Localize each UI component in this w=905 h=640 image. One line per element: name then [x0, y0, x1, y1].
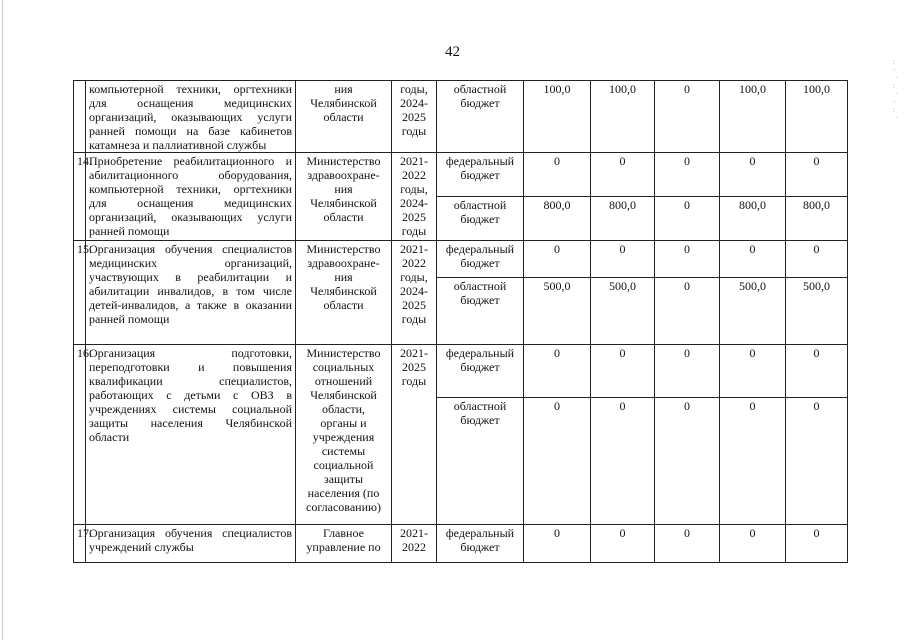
- value-cell: 0: [655, 525, 720, 563]
- row-number: [74, 81, 86, 153]
- term: 2021- 2022 годы, 2024- 2025 годы: [392, 153, 437, 241]
- program-table: [73, 80, 848, 563]
- value-cell: 500,0: [786, 278, 848, 345]
- value-cell: 100,0: [524, 81, 591, 153]
- scan-edge-line: [2, 0, 3, 640]
- row-number: 17.: [74, 525, 86, 563]
- value-cell: 0: [591, 398, 655, 525]
- term: 2021- 2022 годы, 2024- 2025 годы: [392, 241, 437, 345]
- table-row: [74, 345, 848, 398]
- value-cell: 0: [786, 153, 848, 197]
- value-cell: 100,0: [720, 81, 786, 153]
- measure-name: Организация подготовки, переподготовки и повышения квалификации специалистов, работающих с детьми с ОВЗ в учреждениях системы социальной защиты населения Челябинской области: [86, 345, 296, 525]
- value-cell: 0: [720, 153, 786, 197]
- value-cell: 0: [786, 398, 848, 525]
- executor: Министерство социальных отношений Челябинской области, органы и учреждения системы социальной защиты населения (по согласованию): [296, 345, 392, 525]
- value-cell: 0: [655, 153, 720, 197]
- value-cell: 0: [655, 278, 720, 345]
- executor: Главное управление по: [296, 525, 392, 563]
- term: годы, 2024- 2025 годы: [392, 81, 437, 153]
- value-cell: 0: [591, 345, 655, 398]
- value-cell: 500,0: [591, 278, 655, 345]
- value-cell: 0: [786, 345, 848, 398]
- scan-noise: : · · : · · : ·: [893, 58, 900, 122]
- row-number: 14.: [74, 153, 86, 241]
- table-row: [74, 525, 848, 563]
- table-row: [74, 153, 848, 197]
- table-row: [74, 81, 848, 153]
- funding-source: областной бюджет: [437, 197, 524, 241]
- funding-source: федеральный бюджет: [437, 153, 524, 197]
- value-cell: 0: [720, 241, 786, 278]
- funding-source: федеральный бюджет: [437, 345, 524, 398]
- funding-source: областной бюджет: [437, 278, 524, 345]
- value-cell: 800,0: [591, 197, 655, 241]
- measure-name: компьютерной техники, оргтехники для оснащения медицинских организаций, оказывающих услуги ранней помощи на базе кабинетов катамнеза и паллиативной службы: [86, 81, 296, 153]
- value-cell: 500,0: [720, 278, 786, 345]
- value-cell: 800,0: [720, 197, 786, 241]
- value-cell: 0: [524, 241, 591, 278]
- value-cell: 0: [524, 398, 591, 525]
- page-number: 42: [445, 44, 460, 60]
- value-cell: 0: [720, 398, 786, 525]
- term: 2021- 2025 годы: [392, 345, 437, 525]
- measure-name: Приобретение реабилитационного и абилитационного оборудования, компьютерной техники, оргтехники для оснащения медицинских организаций, оказывающих услуги ранней помощи: [86, 153, 296, 241]
- value-cell: 0: [591, 153, 655, 197]
- row-number: 15.: [74, 241, 86, 345]
- table-row: [74, 241, 848, 278]
- term: 2021- 2022: [392, 525, 437, 563]
- value-cell: 0: [786, 241, 848, 278]
- value-cell: 0: [655, 81, 720, 153]
- value-cell: 0: [655, 345, 720, 398]
- value-cell: 0: [655, 197, 720, 241]
- value-cell: 0: [591, 525, 655, 563]
- row-number: 16.: [74, 345, 86, 525]
- value-cell: 0: [786, 525, 848, 563]
- value-cell: 0: [524, 153, 591, 197]
- measure-name: Организация обучения специалистов медицинских организаций, участвующих в реабилитации и абилитации инвалидов, в том числе детей-инвалидов, а также в оказании ранней помощи: [86, 241, 296, 345]
- value-cell: 0: [591, 241, 655, 278]
- funding-source: областной бюджет: [437, 398, 524, 525]
- funding-source: федеральный бюджет: [437, 241, 524, 278]
- value-cell: 500,0: [524, 278, 591, 345]
- value-cell: 100,0: [591, 81, 655, 153]
- value-cell: 0: [720, 525, 786, 563]
- measure-name: Организация обучения специалистов учреждений службы: [86, 525, 296, 563]
- funding-source: областной бюджет: [437, 81, 524, 153]
- value-cell: 0: [655, 241, 720, 278]
- funding-source: федеральный бюджет: [437, 525, 524, 563]
- value-cell: 0: [720, 345, 786, 398]
- value-cell: 0: [524, 345, 591, 398]
- executor: Министерство здравоохране- ния Челябинской области: [296, 153, 392, 241]
- value-cell: 100,0: [786, 81, 848, 153]
- value-cell: 800,0: [524, 197, 591, 241]
- executor: Министерство здравоохране- ния Челябинской области: [296, 241, 392, 345]
- value-cell: 0: [655, 398, 720, 525]
- value-cell: 800,0: [786, 197, 848, 241]
- executor: ния Челябинской области: [296, 81, 392, 153]
- value-cell: 0: [524, 525, 591, 563]
